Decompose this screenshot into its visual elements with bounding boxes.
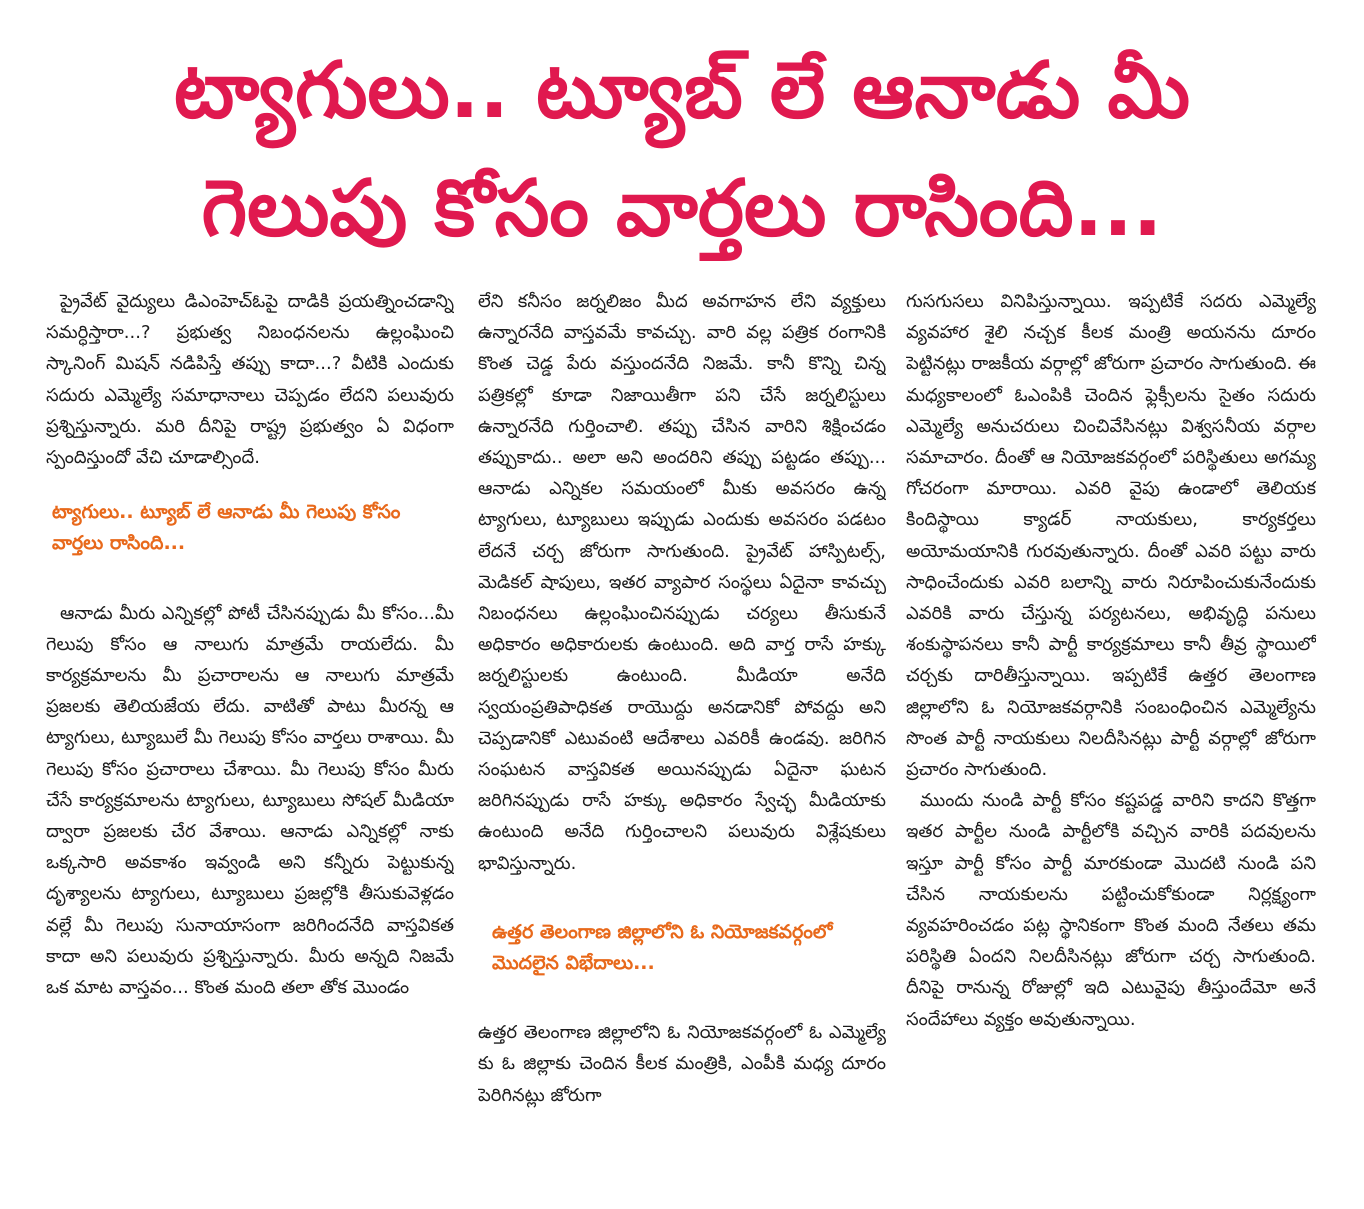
column-2-paragraph-2: ఉత్తర తెలంగాణ జిల్లాలోని ఓ నియోజకవర్గంలో ఓ ఎమ్మెల్యే కు ఓ జిల్లాకు చెందిన కీలక మంత్రికి, ఎంపీకి మధ్య దూరం పెరిగినట్లు జోరుగా	[478, 1022, 886, 1106]
column-1-paragraph-2: ఆనాడు మీరు ఎన్నికల్లో పోటీ చేసినప్పుడు మీ కోసం...మీ గెలుపు కోసం ఆ నాలుగు మాత్రమే రాయలేదు. మీ కార్యక్రమాలను మీ ప్రచారాలను ఆ నాలుగు మాత్రమే ప్రజలకు తెలియజేయ లేదు. వాటితో పాటు మీరన్న ఆ ట్యాగులు, ట్యూబులే మీ గెలుపు కోసం వార్తలు రాశాయి. మీ గెలుపు కోసం ప్రచారాలు చేశాయి. మీ గెలుపు కోసం మీరు చేసే కార్యక్రమాలను ట్యాగులు, ట్యూబులు సోషల్ మీడియా ద్వారా ప్రజలకు చేర వేశాయి. ఆనాడు ఎన్నికల్లో నాకు ఒక్కసారి అవకాశం ఇవ్వండి అని కన్నీరు పెట్టుకున్న దృశ్యాలను ట్యాగులు, ట్యూబులు ప్రజల్లోకి తీసుకువెళ్లడం వల్లే మీ గెలుపు సునాయాసంగా జరిగిందనేది వాస్తవికత కాదా అని పలువురు ప్రశ్నిస్తున్నారు. మీరు అన్నది నిజమే ఒక మాట వాస్తవం... కొంత మంది తలా తోక మొండం	[46, 602, 454, 999]
article-column-3	[906, 286, 1316, 1149]
column-3-paragraph-2: ముందు నుండి పార్టీ కోసం కష్టపడ్డ వారిని కాదని కొత్తగా ఇతర పార్టీల నుండి పార్టీలోకి వచ్చిన వారికి పదవులను ఇస్తూ పార్టీ కోసం పార్టీ మారకుండా మొదటి నుండి పని చేసిన నాయకులను పట్టించుకోకుండా నిర్లక్ష్యంగా వ్యవహరించడం పట్ల స్థానికంగా కొంత మంది నేతలు తమ పరిస్థితి ఏందని నిలదీసినట్లు జోరుగా చర్చ సాగుతుంది. దీనిపై రానున్న రోజుల్లో ఇది ఎటువైపు తీస్తుందేమో అనే సందేహాలు వ్యక్తం అవుతున్నాయి.	[906, 790, 1316, 1030]
column-2-paragraph-1: లేని కనీసం జర్నలిజం మీద అవగాహన లేని వ్యక్తులు ఉన్నారనేది వాస్తవమే కావచ్చు. వారి వల్ల పత్రిక రంగానికి కొంత చెడ్డ పేరు వస్తుందనేది నిజమే. కానీ కొన్ని చిన్న పత్రికల్లో కూడా నిజాయితీగా పని చేసే జర్నలిస్టులు ఉన్నారనేది గుర్తించాలి. తప్పు చేసిన వారిని శిక్షించడం తప్పుకాదు.. అలా అని అందరిని తప్పు పట్టడం తప్పు... ఆనాడు ఎన్నికల సమయంలో మీకు అవసరం ఉన్న ట్యాగులు, ట్యూబులు ఇప్పుడు ఎందుకు అవసరం పడటం లేదనే చర్చ జోరుగా సాగుతుంది. ప్రైవేట్ హాస్పిటల్స్, మెడికల్ షాపులు, ఇతర వ్యాపార సంస్థలు ఏదైనా కావచ్చు నిబంధనలు ఉల్లంఘించినప్పుడు చర్యలు తీసుకునే అధికారం అధికారులకు ఉంటుంది. అది వార్త రాసే హక్కు జర్నలిస్టులకు ఉంటుంది. మీడియా అనేది స్వయంప్రతిపాధికత రాయొద్దు అనడానికో పోవద్దు అని చెప్పడానికో ఎటువంటి ఆదేశాలు ఎవరికీ ఉండవు. జరిగిన సంఘటన వాస్తవికత అయినప్పుడు ఏదైనా ఘటన జరిగినప్పుడు రాసే హక్కు అధికారం స్వేచ్ఛ మీడియాకు ఉంటుంది అనేది గుర్తించాలని పలువురు విశ్లేషకులు భావిస్తున్నారు.	[478, 291, 886, 874]
article-column-2	[478, 286, 886, 1149]
headline-line-1: ట్యాగులు.. ట్యూబ్ లే ఆనాడు మీ	[174, 46, 1190, 136]
column-2-subheading: ఉత్తర తెలంగాణ జిల్లాలోని ఓ నియోజకవర్గంలో మొదలైన విభేదాలు...	[492, 920, 833, 975]
column-3-paragraph-1: గుసగుసలు వినిపిస్తున్నాయి. ఇప్పటికే సదరు ఎమ్మెల్యే వ్యవహార శైలి నచ్చక కీలక మంత్రి అయనను దూరం పెట్టినట్లు రాజకీయ వర్గాల్లో జోరుగా ప్రచారం సాగుతుంది. ఈ మధ్యకాలంలో ఓఎంపికి చెందిన ఫ్లెక్సీలను సైతం సదురు ఎమ్మెల్యే అనుచరులు చించివేసినట్లు విశ్వసనీయ వర్గాల సమాచారం. దీంతో ఆ నియోజకవర్గంలో పరిస్థితులు అగమ్య గోచరంగా మారాయి. ఎవరి వైపు ఉండాలో తెలియక కిందిస్థాయి క్యాడర్ నాయకులు, కార్యకర్తలు అయోమయానికి గురవుతున్నారు. దీంతో ఎవరి పట్టు వారు సాధించేందుకు ఎవరి బలాన్ని వారు నిరూపించుకునేందుకు ఎవరికి వారు చేస్తున్న పర్యటనలు, అభివృద్ధి పనులు శంకుస్థాపనలు కానీ పార్టీ కార్యక్రమాలు కానీ తీవ్ర స్థాయిలో చర్చకు దారితీస్తున్నాయి. ఇప్పటికే ఉత్తర తెలంగాణ జిల్లాలోని ఓ నియోజకవర్గానికి సంబంధించిన ఎమ్మెల్యేను సొంత పార్టీ నాయకులు నిలదీసినట్లు పార్టీ వర్గాల్లో జోరుగా ప్రచారం సాగుతుంది.	[906, 291, 1316, 781]
headline-line-2: గెలుపు కోసం వార్తలు రాసింది...	[201, 164, 1163, 254]
article-column-1	[46, 286, 454, 1149]
column-1-subheading: ట్యాగులు.. ట్యూబ్ లే ఆనాడు మీ గెలుపు కోసం వార్తలు రాసింది...	[52, 501, 401, 555]
column-1-paragraph-1: ప్రైవేట్ వైద్యులు డిఎంహెచ్ఓపై దాడికి ప్రయత్నించడాన్ని సమర్ధిస్తారా...? ప్రభుత్వ నిబంధనలను ఉల్లంఘించి స్కానింగ్ మిషన్ నడిపిస్తే తప్పు కాదా...? వీటికి ఎందుకు సదురు ఎమ్మెల్యే సమాధానాలు చెప్పడం లేదని పలువురు ప్రశ్నిస్తున్నారు. మరి దీనిపై రాష్ట్ర ప్రభుత్వం ఏ విధంగా స్పందిస్తుందో వేచి చూడాల్సిందే.	[46, 291, 454, 469]
